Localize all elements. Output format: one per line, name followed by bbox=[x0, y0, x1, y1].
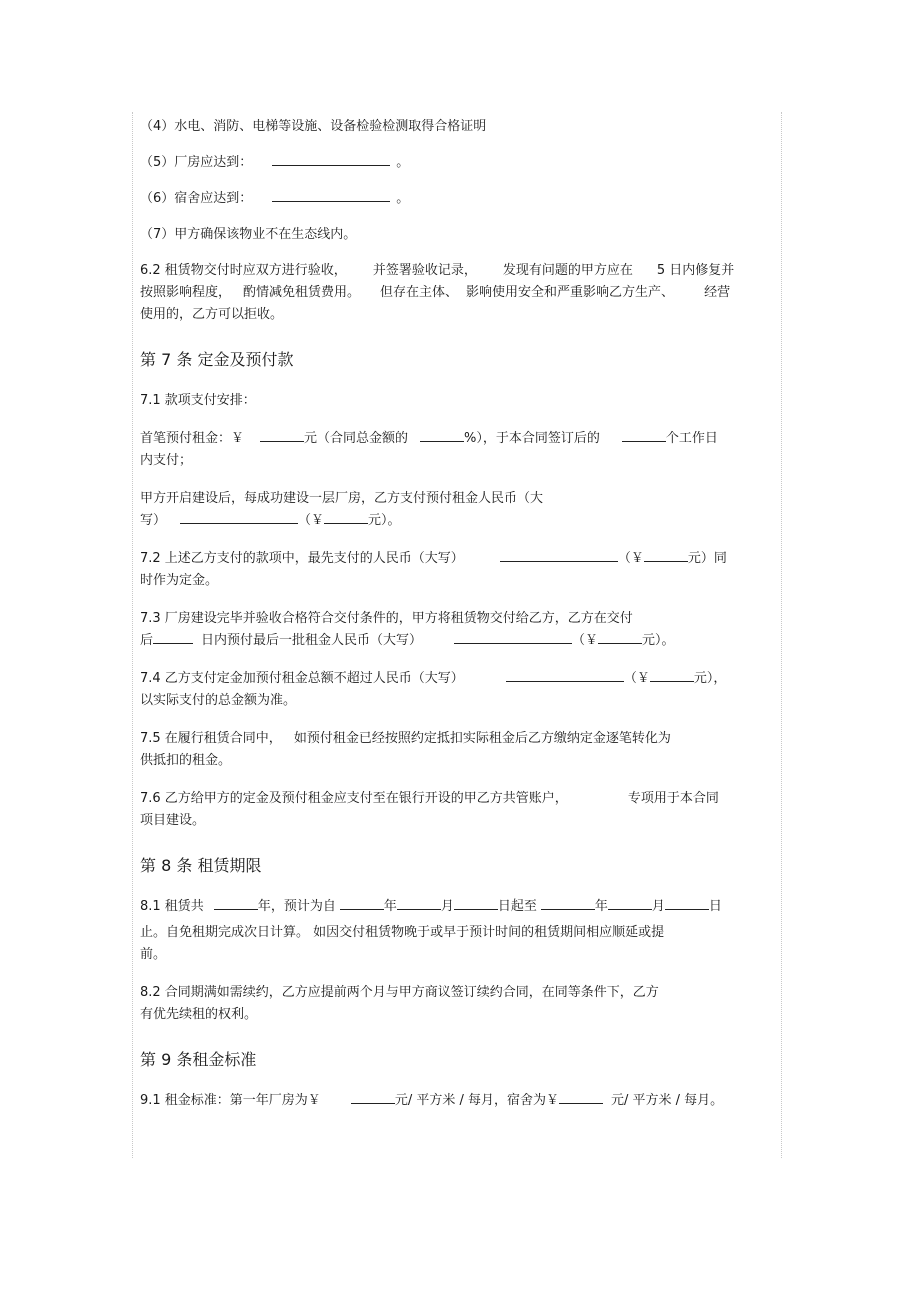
blank-field[interactable] bbox=[324, 511, 368, 524]
blank-field[interactable] bbox=[153, 631, 193, 644]
blank-field[interactable] bbox=[644, 549, 688, 562]
blank-field[interactable] bbox=[608, 897, 652, 910]
clause-6-2: 6.2 租赁物交付时应双方进行验收， 并签署验收记录， 发现有问题的甲方应在 5 日内修复并 按照影响程度， 酌情减免租赁费用。 但存在主体、 影响使用安全和严重影响乙方生产、 经营 使用的，乙方可以拒收。 bbox=[140, 263, 735, 322]
blank-field[interactable] bbox=[650, 669, 694, 682]
blank-field[interactable] bbox=[397, 897, 441, 910]
blank-field[interactable] bbox=[454, 631, 572, 644]
blank-field[interactable] bbox=[665, 897, 709, 910]
clause-6-item-7: （7）甲方确保该物业不在生态线内。 bbox=[140, 227, 357, 242]
blank-field[interactable] bbox=[340, 897, 384, 910]
clause-9-1: 9.1 租金标准：第一年厂房为￥ 元/ 平方米 / 每月，宿舍为￥ 元/ 平方米 / 每月。 bbox=[140, 1093, 724, 1108]
clause-7-5: 7.5 在履行租赁合同中， 如预付租金已经按照约定抵扣实际租金后乙方缴纳定金逐笔转化为 供抵扣的租金。 bbox=[140, 731, 671, 768]
blank-field[interactable] bbox=[622, 429, 666, 442]
clause-6-item-5: （5）厂房应达到： 。 bbox=[140, 155, 410, 170]
blank-field[interactable] bbox=[260, 429, 304, 442]
blank-field[interactable] bbox=[541, 897, 595, 910]
blank-field[interactable] bbox=[454, 897, 498, 910]
clause-7-1: 7.1 款项支付安排： bbox=[140, 393, 256, 408]
blank-field[interactable] bbox=[500, 549, 618, 562]
clause-6-item-6: （6）宿舍应达到： 。 bbox=[140, 191, 410, 206]
clause-7-1-first-payment: 首笔预付租金：￥ 元（合同总金额的 %），于本合同签订后的 个工作日 内支付； bbox=[140, 431, 718, 468]
blank-field[interactable] bbox=[559, 1091, 603, 1104]
blank-field[interactable] bbox=[214, 897, 258, 910]
clause-8-1: 8.1 租赁共 年，预计为自 年 月 日起至 年 月 日 止。自免租期完成次日计算。 如因交付租赁物晚于或早于预计时间的租赁期间相应顺延或提 前。 bbox=[140, 899, 722, 962]
heading-article-8: 第 8 条 租赁期限 bbox=[140, 856, 262, 875]
blank-field[interactable] bbox=[272, 153, 390, 166]
blank-field[interactable] bbox=[351, 1091, 395, 1104]
clause-6-item-4: （4）水电、消防、电梯等设施、设备检验检测取得合格证明 bbox=[140, 119, 487, 134]
clause-7-6: 7.6 乙方给甲方的定金及预付租金应支付至在银行开设的甲乙方共管账户， 专项用于本合同 项目建设。 bbox=[140, 791, 719, 828]
blank-field[interactable] bbox=[506, 669, 624, 682]
blank-field[interactable] bbox=[180, 511, 298, 524]
clause-7-2: 7.2 上述乙方支付的款项中，最先支付的人民币（大写） （￥ 元）同 时作为定金。 bbox=[140, 551, 727, 588]
blank-field[interactable] bbox=[272, 189, 390, 202]
clause-8-2: 8.2 合同期满如需续约，乙方应提前两个月与甲方商议签订续约合同，在同等条件下，乙方 有优先续租的权利。 bbox=[140, 985, 659, 1022]
heading-article-9: 第 9 条租金标准 bbox=[140, 1050, 257, 1069]
clause-7-3: 7.3 厂房建设完毕并验收合格符合交付条件的，甲方将租赁物交付给乙方，乙方在交付 后 日内预付最后一批租金人民币（大写） （￥ 元）。 bbox=[140, 611, 675, 648]
blank-field[interactable] bbox=[420, 429, 464, 442]
heading-article-7: 第 7 条 定金及预付款 bbox=[140, 350, 294, 369]
clause-7-1-construction-payment: 甲方开启建设后，每成功建设一层厂房，乙方支付预付租金人民币（大 写） （￥ 元）。 bbox=[140, 491, 544, 528]
document-body bbox=[140, 116, 776, 1112]
blank-field[interactable] bbox=[598, 631, 642, 644]
clause-7-4: 7.4 乙方支付定金加预付租金总额不超过人民币（大写） （￥ 元）， 以实际支付的总金额为准。 bbox=[140, 671, 727, 708]
